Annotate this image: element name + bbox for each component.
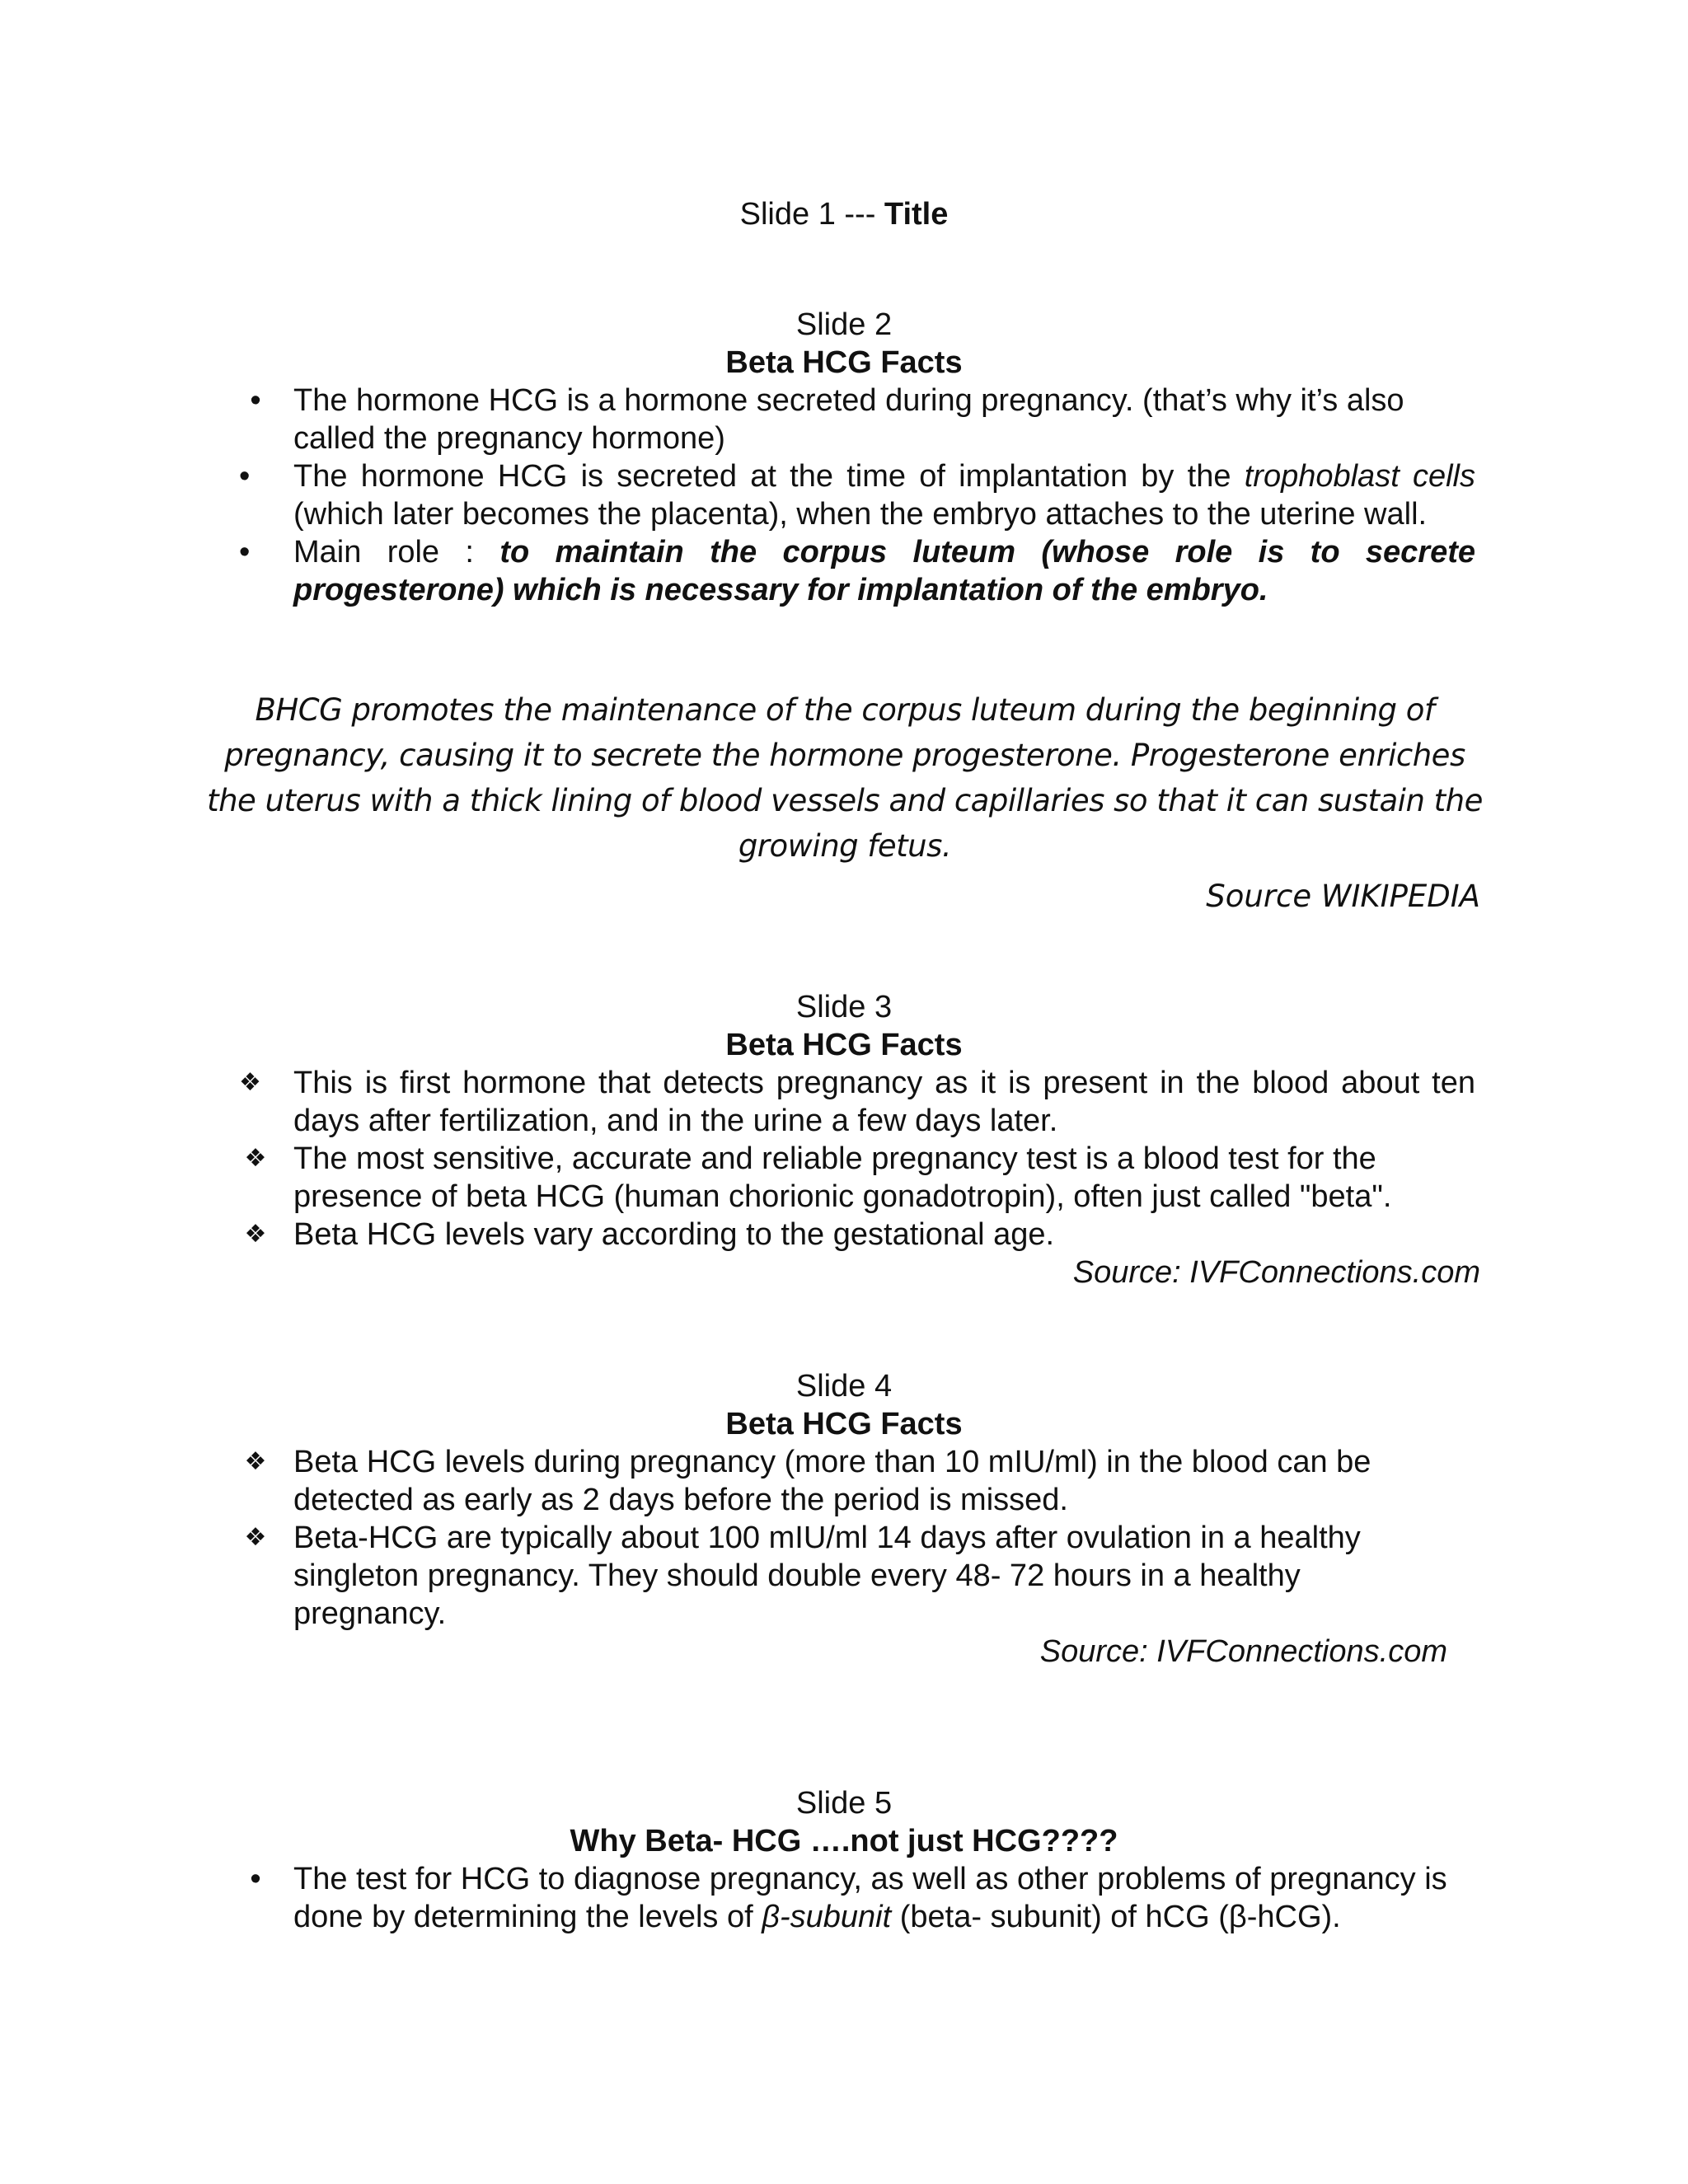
bullet-dot-icon: • bbox=[239, 459, 251, 494]
diamond-bullet-icon: ❖ bbox=[244, 1447, 267, 1476]
slide-3-item-3-text: Beta HCG levels vary according to the gestational age. bbox=[293, 1217, 1055, 1252]
slide-2-bullet-list bbox=[239, 382, 1475, 609]
slide-5-item-1-text-c: (beta- subunit) of hCG (β-hCG). bbox=[891, 1900, 1341, 1934]
slide-2-label: Slide 2 bbox=[795, 307, 893, 342]
diamond-bullet-icon: ❖ bbox=[239, 1068, 261, 1097]
slide-5-item-1 bbox=[239, 1860, 1475, 1936]
slide-2-quote-source: Source WIKIPEDIA bbox=[1206, 879, 1480, 914]
slide-2-item-3 bbox=[239, 533, 1475, 609]
slide-2-item-2-text-a: The hormone HCG is secreted at the time of implantation by the bbox=[293, 459, 1245, 494]
slide-2-quote: BHCG promotes the maintenance of the corpus luteum during the beginning of pregnancy, causing it to secrete the hormone progesterone. Progesterone enriches the uterus with a thick lining of blood vessels and capillaries so that it can sustain the growing fetus. bbox=[207, 692, 1483, 864]
slide-2-item-3-text-a: Main role : bbox=[293, 535, 500, 569]
slide-3-item-1-text: This is first hormone that detects pregnancy as it is present in the blood about ten days after fertilization, and in the urine a few days later. bbox=[293, 1066, 1475, 1138]
slide-5-item-1-text-b: β-subunit bbox=[762, 1900, 892, 1934]
slide-5-label: Slide 5 bbox=[795, 1786, 893, 1821]
slide-2-item-1 bbox=[239, 382, 1475, 457]
slide-3-source: Source: IVFConnections.com bbox=[1072, 1255, 1480, 1290]
slide-3-bullet-list bbox=[239, 1064, 1475, 1254]
slide-2-item-2-text-c: (which later becomes the placenta), when the embryo attaches to the uterine wall. bbox=[293, 497, 1428, 532]
slide-4-heading: Beta HCG Facts bbox=[725, 1407, 963, 1441]
slide-2-item-3-text-b: to maintain the corpus luteum (whose role is to secrete progesterone) which is necessary for implantation of the embryo. bbox=[293, 535, 1475, 607]
slide-1-label: Slide 1 --- bbox=[739, 197, 884, 232]
diamond-bullet-icon: ❖ bbox=[244, 1523, 267, 1552]
slide-3-label: Slide 3 bbox=[795, 990, 893, 1024]
slide-1-title: Title bbox=[884, 197, 949, 232]
bullet-dot-icon: • bbox=[250, 1862, 261, 1896]
slide-3-item-3 bbox=[239, 1216, 1475, 1254]
bullet-dot-icon: • bbox=[239, 535, 251, 569]
diamond-bullet-icon: ❖ bbox=[244, 1144, 267, 1173]
slide-4-bullet-list bbox=[239, 1443, 1451, 1633]
slide-2-heading: Beta HCG Facts bbox=[725, 345, 963, 380]
slide-5-heading: Why Beta- HCG ….not just HCG???? bbox=[570, 1824, 1118, 1858]
slide-1-heading bbox=[0, 195, 1688, 233]
slide-5-bullet-list bbox=[239, 1860, 1475, 1936]
slide-4-label: Slide 4 bbox=[795, 1369, 893, 1404]
bullet-dot-icon: • bbox=[250, 383, 261, 418]
slide-2-item-2 bbox=[239, 457, 1475, 533]
slide-4-item-2 bbox=[239, 1519, 1451, 1633]
slide-4-item-2-text: Beta-HCG are typically about 100 mIU/ml 14 days after ovulation in a healthy singleton pregnancy. They should double every 48- 72 hours in a healthy pregnancy. bbox=[293, 1521, 1361, 1631]
slide-4-source: Source: IVFConnections.com bbox=[1039, 1634, 1447, 1669]
slide-5-item-1-text-a: The test for HCG to diagnose pregnancy, as well as other problems of pregnancy is done by determining the levels of bbox=[293, 1862, 1447, 1934]
diamond-bullet-icon: ❖ bbox=[244, 1220, 267, 1249]
slide-2-item-1-text: The hormone HCG is a hormone secreted during pregnancy. (that’s why it’s also called the pregnancy hormone) bbox=[293, 383, 1404, 456]
slide-4-item-1 bbox=[239, 1443, 1451, 1519]
slide-3-heading: Beta HCG Facts bbox=[725, 1028, 963, 1062]
slide-3-item-2 bbox=[239, 1140, 1475, 1216]
slide-3-item-1 bbox=[239, 1064, 1475, 1140]
slide-2-item-2-text-b: trophoblast cells bbox=[1244, 459, 1475, 494]
slide-3-item-2-text: The most sensitive, accurate and reliable pregnancy test is a blood test for the presence of beta HCG (human chorionic gonadotropin), often just called "beta". bbox=[293, 1141, 1392, 1214]
slide-4-item-1-text: Beta HCG levels during pregnancy (more than 10 mIU/ml) in the blood can be detected as early as 2 days before the period is missed. bbox=[293, 1445, 1372, 1517]
